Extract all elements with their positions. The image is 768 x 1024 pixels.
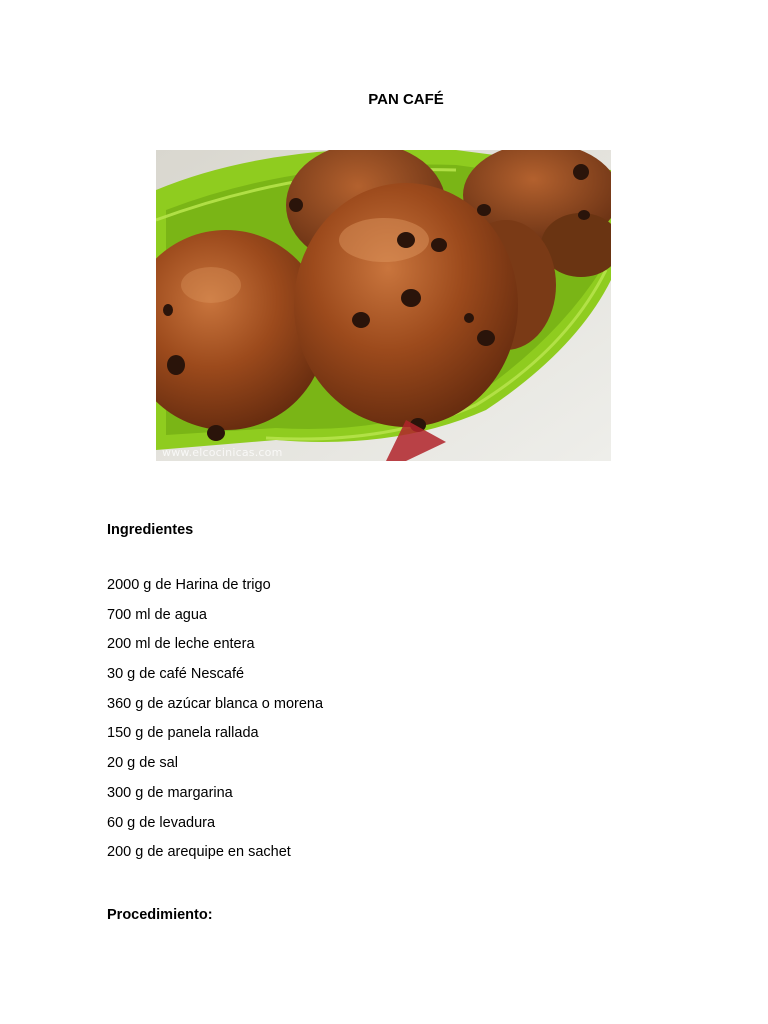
ingredient-item: 360 g de azúcar blanca o morena	[107, 695, 324, 712]
ingredient-item: 300 g de margarina	[107, 784, 233, 801]
image-watermark: www.elcocinicas.com	[162, 446, 283, 459]
ingredient-list	[107, 575, 323, 872]
bread-rolls-illustration	[156, 150, 611, 461]
ingredient-item: 200 ml de leche entera	[107, 636, 255, 653]
ingredient-item: 2000 g de Harina de trigo	[107, 577, 271, 593]
ingredient-item: 30 g de café Nescafé	[107, 666, 245, 683]
ingredient-item: 700 ml de agua	[107, 606, 207, 623]
ingredient-item: 150 g de panela rallada	[107, 725, 259, 742]
procedure-heading: Procedimiento:	[107, 907, 213, 923]
bread-photo	[156, 150, 611, 461]
ingredient-item: 20 g de sal	[107, 755, 178, 772]
ingredients-heading: Ingredientes	[107, 522, 194, 538]
ingredient-item: 60 g de levadura	[107, 814, 216, 831]
ingredient-item: 200 g de arequipe en sachet	[107, 844, 291, 861]
page-title: PAN CAFÉ	[368, 91, 444, 108]
